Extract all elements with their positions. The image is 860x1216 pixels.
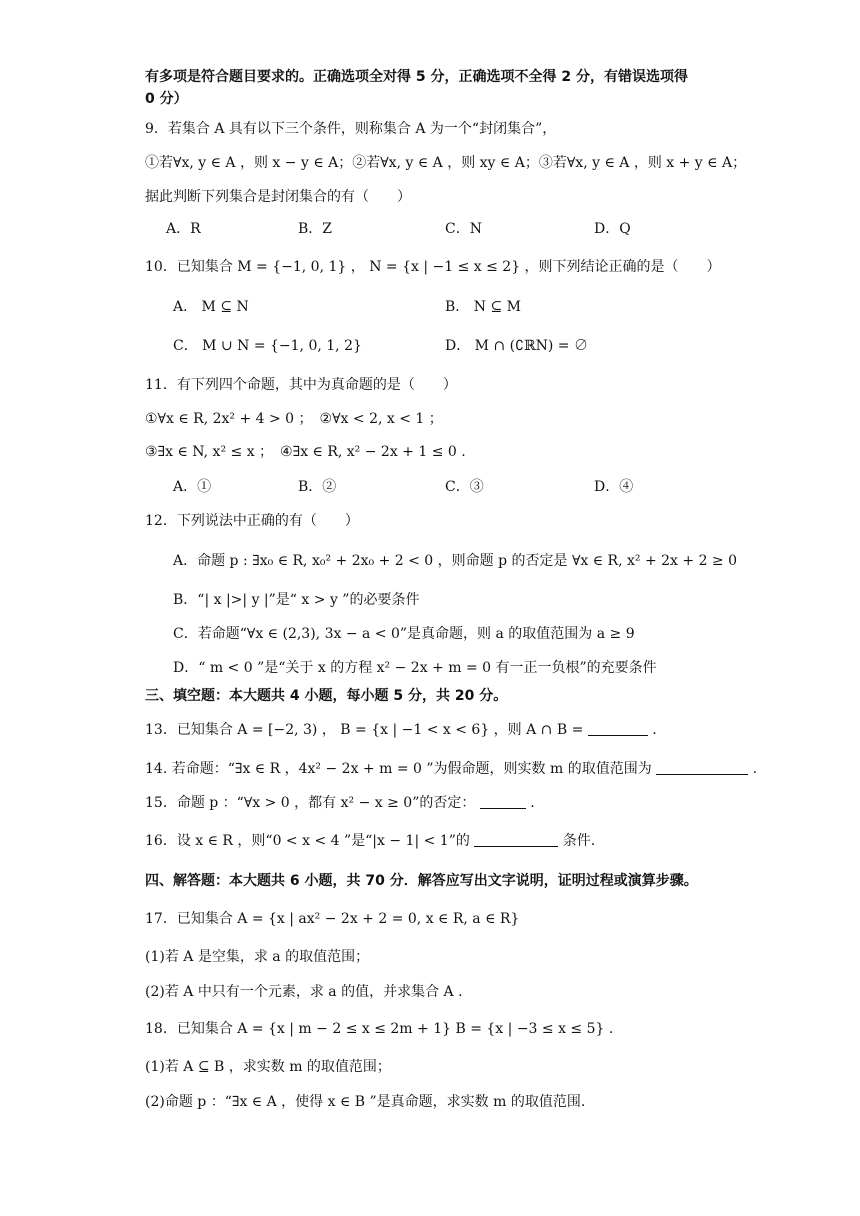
q15-text: 15．命题 p ：“∀x > 0 ，都有 x² − x ≥ 0”的否定： [145,795,476,811]
q13-text: 13．已知集合 A = [−2, 3) ， B = {x | −1 < x < 6} ，则 A ∩ B = [145,722,584,738]
q9-conditions: ①若∀x, y ∈ A ，则 x − y ∈ A；②若∀x, y ∈ A ，则 xy ∈ A；③若∀x, y ∈ A ，则 x + y ∈ A； [145,155,747,171]
q16-end: 条件. [562,833,596,849]
q11-statements-2: ③∃x ∈ N, x² ≤ x ； ④∃x ∈ R, x² − 2x + 1 ≤ 0 . [145,444,466,460]
q9-ask: 据此判断下列集合是封闭集合的有（ ） [145,189,411,205]
q17-part1: (1)若 A 是空集，求 a 的取值范围； [145,949,370,965]
q13-end: . [652,722,657,738]
q18-part1: (1)若 A ⊆ B ，求实数 m 的取值范围； [145,1059,391,1075]
q18-stem: 18．已知集合 A = {x | m − 2 ≤ x ≤ 2m + 1} B = {x | −3 ≤ x ≤ 5} . [145,1021,614,1037]
q13 [145,719,740,741]
q18-part2: (2)命题 p ：“∃x ∈ A ，使得 x ∈ B ”是真命题，求实数 m 的取值范围. [145,1094,586,1110]
q9-option-c: C．N [445,221,482,237]
q14-answer-blank[interactable] [656,760,748,775]
section4-heading: 四、解答题：本大题共 6 小题，共 70 分．解答应写出文字说明，证明过程或演算步骤。 [145,873,698,889]
q17-part2: (2)若 A 中只有一个元素，求 a 的值，并求集合 A . [145,984,463,1000]
q16-text: 16．设 x ∈ R ，则“0 < x < 4 ”是“|x − 1| < 1”的 [145,833,470,849]
q11-option-d: D．④ [594,479,634,495]
q14-text: 14. 若命题：“∃x ∈ R ，4x² − 2x + m = 0 ”为假命题，则实数 m 的取值范围为 [145,761,652,777]
q12-option-a: A．命题 p : ∃x₀ ∈ R, x₀² + 2x₀ + 2 < 0 ，则命题 p 的否定是 ∀x ∈ R, x² + 2x + 2 ≥ 0 [173,553,738,569]
q9-option-d: D．Q [594,221,631,237]
q11-option-a: A．① [173,479,212,495]
q14-end: . [752,761,758,777]
q12-stem: 12．下列说法中正确的有（ ） [145,513,359,529]
q9-stem: 9．若集合 A 具有以下三个条件，则称集合 A 为一个“封闭集合”， [145,121,557,137]
q10-option-c: C． M ∪ N = {−1, 0, 1, 2} [173,338,362,354]
q15-answer-blank[interactable] [480,794,526,809]
q16-answer-blank[interactable] [474,832,558,847]
q9-option-b: B．Z [298,221,333,237]
q9-option-a: A．R [166,221,201,237]
q11-statements-1: ①∀x ∈ R, 2x² + 4 > 0 ； ②∀x < 2, x < 1 ； [145,411,443,427]
q15-end: . [530,795,535,811]
q10-stem: 10．已知集合 M = {−1, 0, 1} ， N = {x | −1 ≤ x ≤ 2} ，则下列结论正确的是（ ） [145,259,721,275]
q11-option-c: C．③ [445,479,484,495]
q12-option-d: D．“ m < 0 ”是“关于 x 的方程 x² − 2x + m = 0 有一正一负根”的充要条件 [173,660,657,676]
section2-instructions-line2: 0 分） [145,91,188,107]
q16 [145,830,740,852]
q11-option-b: B．② [298,479,337,495]
q15 [145,792,740,814]
section3-heading: 三、填空题：本大题共 4 小题，每小题 5 分，共 20 分。 [145,688,508,704]
section2-instructions-line1: 有多项是符合题目要求的。正确选项全对得 5 分，正确选项不全得 2 分，有错误选项得 [145,69,688,85]
q13-answer-blank[interactable] [588,721,648,736]
q14 [145,758,758,780]
q10-option-b: B． N ⊆ M [445,299,521,315]
q12-option-b: B．“| x |>| y |”是“ x > y ”的必要条件 [173,592,420,608]
q10-option-a: A． M ⊆ N [173,299,249,315]
q12-option-c: C．若命题“∀x ∈ (2,3), 3x − a < 0”是真命题，则 a 的取值范围为 a ≥ 9 [173,626,635,642]
q11-stem: 11．有下列四个命题，其中为真命题的是（ ） [145,377,457,393]
q10-option-d: D． M ∩ (∁ℝN) = ∅ [445,338,588,354]
q17-stem: 17．已知集合 A = {x | ax² − 2x + 2 = 0, x ∈ R, a ∈ R} [145,911,520,927]
